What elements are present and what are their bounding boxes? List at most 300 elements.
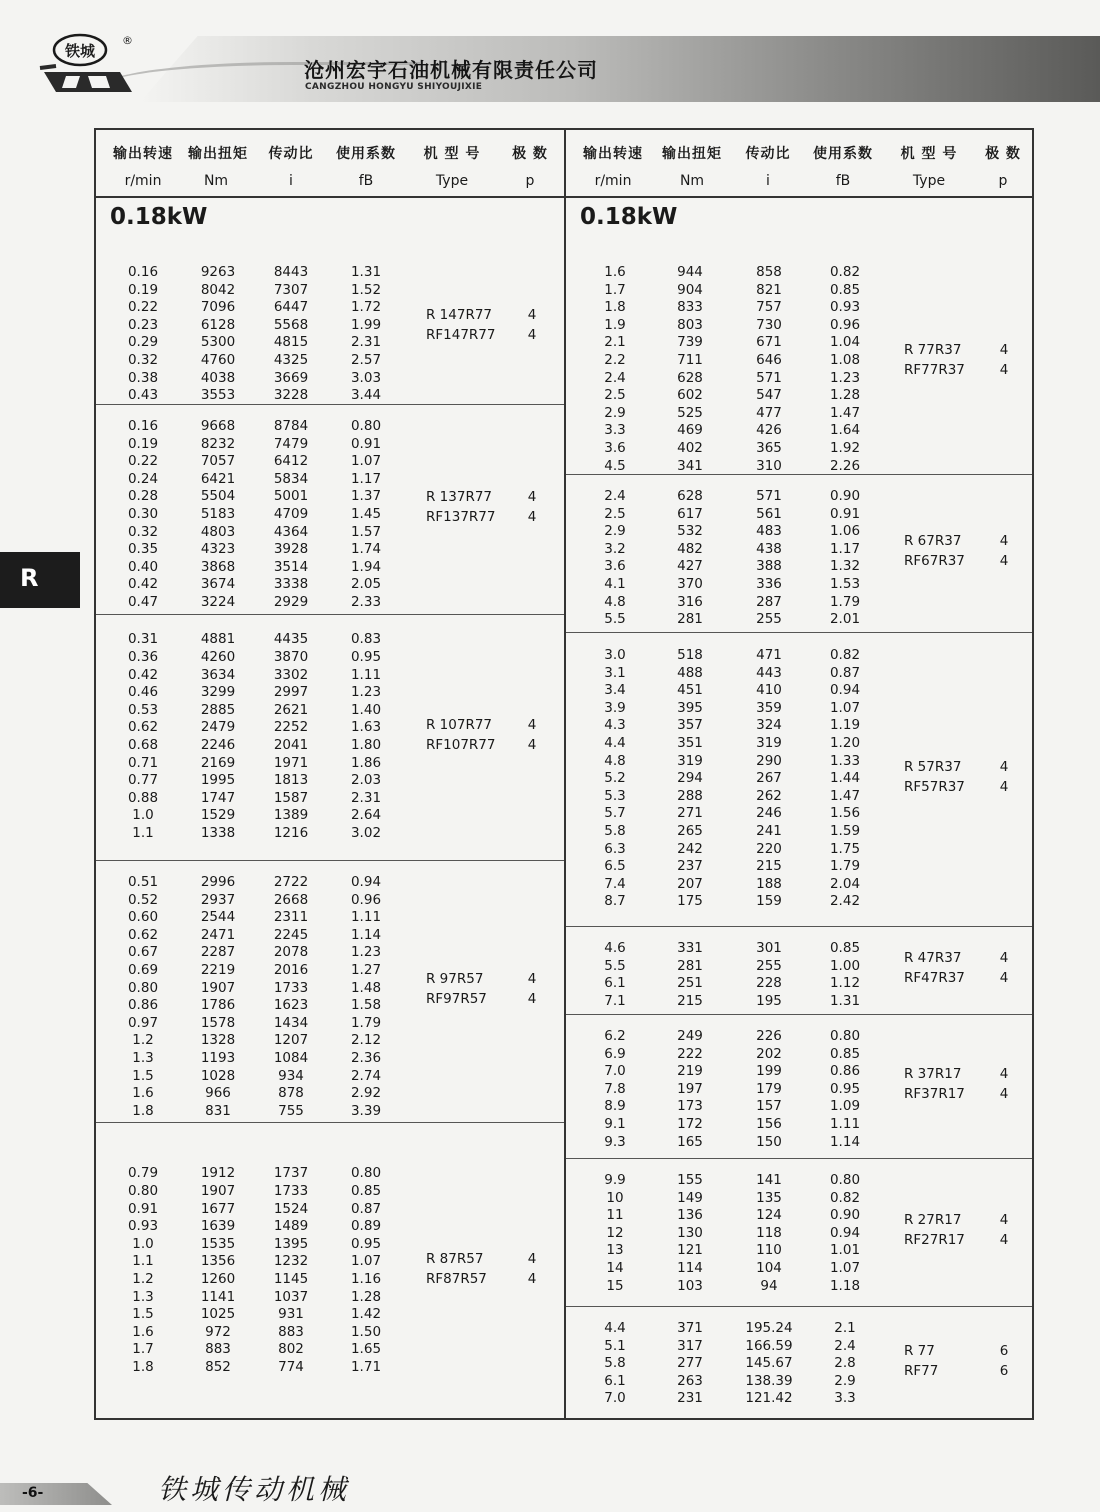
speed-cell: 5.5 — [604, 957, 626, 974]
factor-cell: 1.42 — [350, 1306, 382, 1323]
ratio-cell: 931 — [278, 1306, 304, 1323]
factor-cell: 1.00 — [829, 957, 861, 974]
ratio-cell: 156 — [756, 1116, 782, 1132]
pole-count: 4 — [999, 950, 1009, 966]
torque-cell: 2996 — [200, 874, 236, 890]
speed-cell: 5.8 — [604, 823, 626, 839]
torque-cell: 341 — [677, 457, 703, 474]
speed-cell: 1.2 — [132, 1032, 154, 1049]
factor-cell: 1.28 — [829, 387, 861, 404]
torque-cell: 1535 — [200, 1235, 236, 1252]
torque-cell: 482 — [677, 540, 703, 557]
gear-type-labels — [904, 1066, 965, 1106]
speed-cell: 1.3 — [132, 1288, 154, 1305]
header-type-cn: 机 型 号 — [900, 146, 958, 162]
speed-cell: 4.1 — [604, 576, 626, 592]
factor-cell: 1.79 — [829, 858, 861, 875]
ratio-cell: 477 — [756, 404, 782, 421]
ratio-cell: 802 — [278, 1341, 304, 1358]
ratio-cell: 319 — [756, 735, 782, 751]
speed-cell: 0.35 — [127, 541, 159, 558]
gear-type: R 107R77 — [426, 717, 492, 733]
pole-count: 4 — [527, 737, 537, 753]
speed-cell: 1.2 — [132, 1271, 154, 1287]
ratio-cell: 3338 — [273, 576, 309, 593]
ratio-cell: 4709 — [273, 506, 309, 522]
torque-cell: 1677 — [200, 1200, 236, 1217]
gear-type-labels — [904, 759, 965, 799]
torque-cell: 469 — [677, 422, 703, 439]
torque-cell: 1193 — [200, 1050, 236, 1066]
speed-cell: 0.62 — [127, 926, 159, 943]
speed-cell: 0.30 — [127, 506, 159, 522]
torque-cell: 173 — [677, 1098, 703, 1115]
factor-cell: 0.85 — [829, 940, 861, 956]
torque-cell: 944 — [677, 264, 703, 280]
speed-cell: 1.8 — [132, 1359, 154, 1375]
torque-cell: 3634 — [200, 666, 236, 683]
table-row — [96, 1183, 564, 1199]
table-row — [566, 805, 1032, 821]
ratio-cell: 2016 — [273, 962, 309, 978]
header-torque-unit: Nm — [203, 173, 229, 189]
torque-cell: 525 — [677, 404, 703, 421]
table-row — [96, 1201, 564, 1217]
ratio-cell: 3228 — [273, 387, 309, 404]
speed-cell: 0.51 — [127, 874, 159, 890]
torque-cell: 8232 — [200, 435, 236, 452]
right-group-2 — [566, 474, 1032, 633]
gear-type: RF37R17 — [904, 1086, 965, 1102]
speed-cell: 1.5 — [132, 1306, 154, 1323]
table-row — [96, 927, 564, 943]
gear-type: R 57R37 — [904, 759, 962, 775]
factor-cell: 0.91 — [350, 435, 382, 452]
header-speed-unit: r/min — [124, 173, 162, 189]
speed-cell: 0.80 — [127, 979, 159, 996]
speed-cell: 3.9 — [604, 699, 626, 716]
torque-cell: 3224 — [200, 594, 236, 610]
torque-cell: 317 — [677, 1337, 703, 1354]
ratio-cell: 324 — [756, 717, 782, 734]
table-row — [96, 649, 564, 665]
right-table — [566, 130, 1032, 1418]
torque-cell: 5183 — [200, 506, 236, 522]
factor-cell: 2.12 — [350, 1032, 382, 1049]
table-row — [566, 576, 1032, 592]
table-row — [566, 993, 1032, 1009]
factor-cell: 0.80 — [350, 1165, 382, 1182]
pole-count: 4 — [999, 779, 1009, 795]
ratio-cell: 3669 — [273, 369, 309, 386]
ratio-cell: 571 — [756, 369, 782, 386]
factor-cell: 0.89 — [350, 1218, 382, 1235]
torque-cell: 155 — [677, 1172, 703, 1188]
ratio-cell: 774 — [278, 1359, 304, 1375]
right-group-6 — [566, 1158, 1032, 1307]
speed-cell: 0.52 — [127, 891, 159, 908]
torque-cell: 1028 — [200, 1067, 236, 1084]
gear-type: R 87R57 — [426, 1251, 484, 1267]
pole-count: 4 — [999, 1066, 1009, 1082]
torque-cell: 271 — [677, 805, 703, 822]
torque-cell: 7057 — [200, 453, 236, 470]
factor-cell: 0.85 — [829, 1045, 861, 1062]
factor-cell: 2.01 — [829, 611, 861, 628]
table-row — [566, 458, 1032, 474]
table-row — [96, 944, 564, 960]
torque-cell: 972 — [205, 1323, 231, 1340]
gear-type-labels — [426, 489, 495, 529]
factor-cell: 1.40 — [350, 701, 382, 718]
ratio-cell: 241 — [756, 823, 782, 839]
pole-count: 4 — [527, 717, 537, 733]
torque-cell: 1639 — [200, 1218, 236, 1235]
table-row — [566, 858, 1032, 874]
torque-cell: 1907 — [200, 1183, 236, 1199]
speed-cell: 1.5 — [132, 1067, 154, 1084]
gear-type: R 147R77 — [426, 307, 492, 323]
ratio-cell: 1395 — [273, 1235, 309, 1252]
pole-count-labels — [994, 1343, 1014, 1383]
pole-count: 6 — [999, 1343, 1009, 1359]
speed-cell: 5.8 — [604, 1355, 626, 1372]
left-table-header — [96, 130, 564, 198]
table-row — [96, 436, 564, 452]
speed-cell: 2.2 — [604, 352, 626, 368]
ratio-cell: 1207 — [273, 1032, 309, 1049]
factor-cell: 1.47 — [829, 787, 861, 804]
torque-cell: 277 — [677, 1355, 703, 1372]
table-row — [566, 1278, 1032, 1294]
factor-cell: 1.48 — [350, 979, 382, 996]
left-group-3 — [96, 614, 564, 861]
torque-cell: 427 — [677, 558, 703, 575]
table-row — [96, 980, 564, 996]
header-torque-cn: 输出扭矩 — [662, 146, 722, 162]
speed-cell: 4.6 — [604, 940, 626, 956]
ratio-cell: 6412 — [273, 453, 309, 470]
table-row — [96, 807, 564, 823]
factor-cell: 2.03 — [350, 772, 382, 789]
speed-cell: 0.86 — [127, 997, 159, 1014]
torque-cell: 1141 — [200, 1288, 236, 1305]
factor-cell: 2.31 — [350, 334, 382, 351]
power-rating-right: 0.18kW — [580, 204, 678, 230]
header-ratio-unit: i — [766, 173, 770, 189]
header-poles-unit: p — [998, 173, 1008, 189]
factor-cell: 1.80 — [350, 737, 382, 753]
company-name-cn: 沧州宏宇石油机械有限责任公司 — [304, 58, 598, 82]
torque-cell: 2479 — [200, 719, 236, 736]
speed-cell: 0.16 — [127, 264, 159, 280]
factor-cell: 0.90 — [829, 1207, 861, 1224]
speed-cell: 0.80 — [127, 1183, 159, 1199]
torque-cell: 9263 — [200, 264, 236, 280]
ratio-cell: 135 — [756, 1189, 782, 1206]
torque-cell: 197 — [677, 1080, 703, 1097]
table-row — [96, 1253, 564, 1269]
torque-cell: 7096 — [200, 299, 236, 316]
speed-cell: 1.7 — [604, 281, 626, 298]
ratio-cell: 141 — [756, 1172, 782, 1188]
factor-cell: 1.23 — [350, 944, 382, 961]
ratio-cell: 3302 — [273, 666, 309, 683]
ratio-cell: 188 — [756, 875, 782, 892]
table-row — [566, 1320, 1032, 1336]
table-row — [566, 387, 1032, 403]
torque-cell: 3868 — [200, 558, 236, 575]
table-row — [96, 1085, 564, 1101]
table-row — [566, 1046, 1032, 1062]
header-speed-cn: 输出转速 — [583, 146, 643, 162]
factor-cell: 1.86 — [350, 754, 382, 771]
header-factor-cn: 使用系数 — [336, 146, 396, 162]
ratio-cell: 365 — [756, 440, 782, 456]
pole-count: 4 — [527, 1251, 537, 1267]
torque-cell: 852 — [205, 1359, 231, 1375]
table-row — [566, 1172, 1032, 1188]
header-ratio-unit: i — [289, 173, 293, 189]
ratio-cell: 4364 — [273, 523, 309, 540]
header-type-cn: 机 型 号 — [423, 146, 481, 162]
factor-cell: 1.31 — [829, 992, 861, 1009]
torque-cell: 488 — [677, 664, 703, 681]
ratio-cell: 410 — [756, 682, 782, 699]
speed-cell: 9.1 — [604, 1116, 626, 1132]
factor-cell: 0.87 — [350, 1200, 382, 1217]
gear-type-labels — [904, 533, 965, 573]
specification-tables — [94, 128, 1034, 1420]
gear-type: RF137R77 — [426, 509, 496, 525]
table-row — [96, 702, 564, 718]
table-row — [566, 1355, 1032, 1371]
factor-cell: 1.07 — [350, 1253, 382, 1270]
torque-cell: 114 — [677, 1260, 703, 1276]
gear-type: RF27R17 — [904, 1232, 965, 1248]
table-row — [96, 667, 564, 683]
speed-cell: 4.3 — [604, 717, 626, 734]
factor-cell: 3.44 — [350, 387, 382, 404]
table-row — [96, 631, 564, 647]
logo-text: 铁城 — [64, 42, 96, 60]
speed-cell: 0.42 — [127, 576, 159, 593]
speed-cell: 0.23 — [127, 316, 159, 333]
table-row — [96, 541, 564, 557]
factor-cell: 0.95 — [829, 1080, 861, 1097]
ratio-cell: 1216 — [273, 825, 309, 841]
ratio-cell: 301 — [756, 940, 782, 956]
torque-cell: 1995 — [200, 772, 236, 789]
factor-cell: 0.86 — [829, 1063, 861, 1080]
ratio-cell: 2997 — [273, 684, 309, 701]
ratio-cell: 3870 — [273, 649, 309, 665]
ratio-cell: 4815 — [273, 334, 309, 351]
ratio-cell: 438 — [756, 540, 782, 557]
speed-cell: 0.79 — [127, 1165, 159, 1182]
torque-cell: 172 — [677, 1116, 703, 1132]
torque-cell: 207 — [677, 875, 703, 892]
factor-cell: 3.3 — [834, 1390, 856, 1407]
torque-cell: 1529 — [200, 807, 236, 824]
factor-cell: 0.85 — [350, 1183, 382, 1199]
torque-cell: 130 — [677, 1224, 703, 1241]
ratio-cell: 471 — [756, 647, 782, 663]
factor-cell: 1.79 — [829, 593, 861, 610]
table-row — [96, 1341, 564, 1357]
factor-cell: 1.28 — [350, 1288, 382, 1305]
section-tab: R — [0, 552, 80, 608]
ratio-cell: 2311 — [273, 909, 309, 926]
factor-cell: 1.53 — [829, 576, 861, 592]
company-name-en: CANGZHOU HONGYU SHIYOUJIXIE — [305, 82, 483, 92]
torque-cell: 2246 — [200, 737, 236, 753]
speed-cell: 9.3 — [604, 1133, 626, 1150]
factor-cell: 1.31 — [350, 264, 382, 280]
table-row — [96, 1050, 564, 1066]
torque-cell: 1747 — [200, 789, 236, 806]
pole-count-labels — [994, 533, 1014, 573]
speed-cell: 1.6 — [132, 1085, 154, 1102]
factor-cell: 1.65 — [350, 1341, 382, 1358]
speed-cell: 1.1 — [132, 825, 154, 841]
factor-cell: 2.64 — [350, 807, 382, 824]
torque-cell: 3553 — [200, 387, 236, 404]
torque-cell: 4260 — [200, 649, 236, 665]
table-row — [96, 1271, 564, 1287]
ratio-cell: 226 — [756, 1028, 782, 1044]
speed-cell: 2.4 — [604, 369, 626, 386]
factor-cell: 2.26 — [829, 457, 861, 474]
table-row — [96, 387, 564, 403]
left-group-2 — [96, 404, 564, 615]
factor-cell: 0.94 — [829, 1224, 861, 1241]
ratio-cell: 104 — [756, 1260, 782, 1276]
speed-cell: 4.4 — [604, 1320, 626, 1336]
ratio-cell: 1733 — [273, 1183, 309, 1199]
torque-cell: 319 — [677, 752, 703, 769]
table-row — [96, 282, 564, 298]
speed-cell: 10 — [606, 1189, 624, 1206]
ratio-cell: 110 — [756, 1242, 782, 1259]
header-speed-unit: r/min — [594, 173, 632, 189]
ratio-cell: 426 — [756, 422, 782, 439]
ratio-cell: 1623 — [273, 997, 309, 1014]
speed-cell: 2.5 — [604, 505, 626, 522]
ratio-cell: 359 — [756, 699, 782, 716]
speed-cell: 0.60 — [127, 909, 159, 926]
ratio-cell: 310 — [756, 457, 782, 474]
factor-cell: 2.92 — [350, 1085, 382, 1102]
torque-cell: 249 — [677, 1028, 703, 1044]
torque-cell: 402 — [677, 440, 703, 456]
table-row — [96, 1236, 564, 1252]
ratio-cell: 159 — [756, 893, 782, 910]
table-row — [96, 1306, 564, 1322]
speed-cell: 7.8 — [604, 1080, 626, 1097]
ratio-cell: 2668 — [273, 891, 309, 908]
torque-cell: 8042 — [200, 281, 236, 298]
pole-count: 4 — [999, 362, 1009, 378]
ratio-cell: 2722 — [273, 874, 309, 890]
factor-cell: 1.18 — [829, 1277, 861, 1294]
speed-cell: 7.1 — [604, 992, 626, 1009]
factor-cell: 0.94 — [350, 874, 382, 890]
table-row — [96, 1015, 564, 1031]
right-table-header — [566, 130, 1032, 198]
factor-cell: 1.11 — [829, 1116, 861, 1132]
torque-cell: 231 — [677, 1390, 703, 1407]
speed-cell: 0.29 — [127, 334, 159, 351]
ratio-cell: 1737 — [273, 1165, 309, 1182]
pole-count: 4 — [999, 1212, 1009, 1228]
speed-cell: 6.2 — [604, 1028, 626, 1044]
table-row — [566, 717, 1032, 733]
header-torque-unit: Nm — [679, 173, 705, 189]
ratio-cell: 202 — [756, 1045, 782, 1062]
gear-type: R 67R37 — [904, 533, 962, 549]
factor-cell: 2.33 — [350, 594, 382, 610]
ratio-cell: 121.42 — [745, 1390, 793, 1407]
torque-cell: 1338 — [200, 825, 236, 841]
factor-cell: 1.72 — [350, 299, 382, 316]
factor-cell: 2.9 — [834, 1372, 856, 1389]
speed-cell: 2.4 — [604, 488, 626, 504]
table-row — [96, 790, 564, 806]
factor-cell: 1.17 — [829, 540, 861, 557]
torque-cell: 294 — [677, 770, 703, 787]
pole-count: 4 — [527, 509, 537, 525]
speed-cell: 7.0 — [604, 1063, 626, 1080]
factor-cell: 1.74 — [350, 541, 382, 558]
factor-cell: 1.45 — [350, 506, 382, 522]
pole-count: 4 — [527, 991, 537, 1007]
factor-cell: 2.1 — [834, 1320, 856, 1336]
gear-type-labels — [426, 1251, 487, 1291]
gear-type: RF47R37 — [904, 970, 965, 986]
pole-count-labels — [994, 1066, 1014, 1106]
factor-cell: 3.03 — [350, 369, 382, 386]
speed-cell: 0.47 — [127, 594, 159, 610]
speed-cell: 2.9 — [604, 404, 626, 421]
header-poles-unit: p — [525, 173, 535, 189]
speed-cell: 3.2 — [604, 540, 626, 557]
torque-cell: 9668 — [200, 418, 236, 434]
factor-cell: 1.17 — [350, 470, 382, 487]
torque-cell: 602 — [677, 387, 703, 404]
gear-type: RF77 — [904, 1363, 939, 1379]
table-row — [96, 684, 564, 700]
pole-count: 4 — [999, 1086, 1009, 1102]
right-group-4 — [566, 926, 1032, 1015]
speed-cell: 6.5 — [604, 858, 626, 875]
table-row — [566, 488, 1032, 504]
ratio-cell: 646 — [756, 352, 782, 368]
factor-cell: 2.36 — [350, 1050, 382, 1066]
factor-cell: 2.8 — [834, 1355, 856, 1372]
speed-cell: 5.2 — [604, 770, 626, 787]
speed-cell: 3.6 — [604, 558, 626, 575]
gear-type-labels — [904, 950, 965, 990]
ratio-cell: 2929 — [273, 594, 309, 610]
factor-cell: 2.42 — [829, 893, 861, 910]
speed-cell: 0.43 — [127, 387, 159, 404]
torque-cell: 316 — [677, 593, 703, 610]
torque-cell: 1912 — [200, 1165, 236, 1182]
factor-cell: 0.82 — [829, 264, 861, 280]
factor-cell: 2.57 — [350, 352, 382, 368]
factor-cell: 1.99 — [350, 316, 382, 333]
